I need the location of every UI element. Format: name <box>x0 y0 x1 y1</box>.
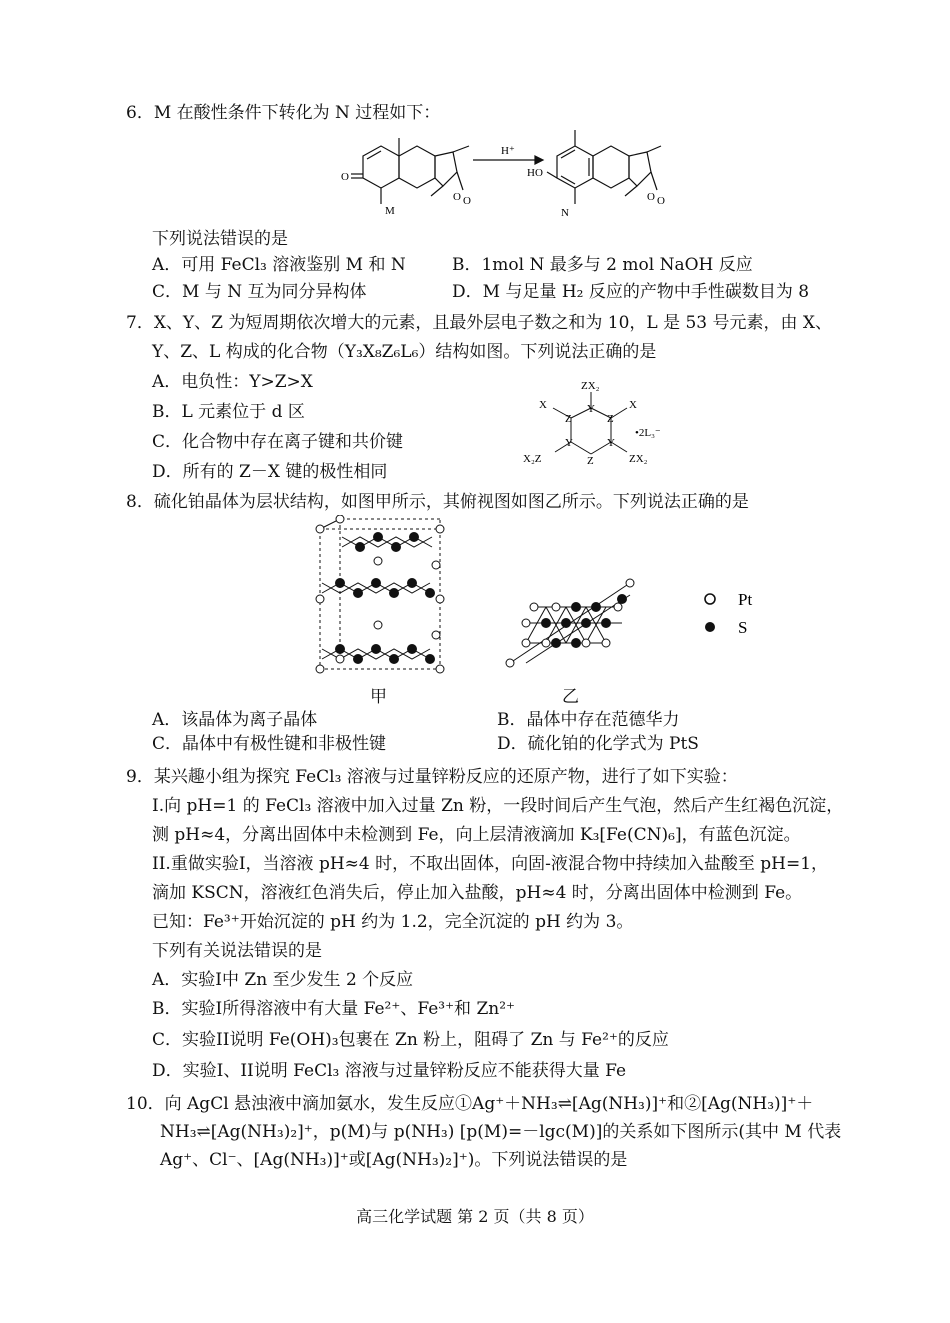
m-label: M <box>385 205 395 217</box>
m-carbonyl-o-label: O <box>463 195 471 207</box>
q9-stem: 9．某兴趣小组为探究 FeCl₃ 溶液与过量锌粉反应的还原产物，进行了如下实验： <box>126 767 738 787</box>
x-right: X <box>629 399 637 411</box>
q6-prompt: 下列说法错误的是 <box>152 229 288 249</box>
m-ring-o-label: O <box>453 191 461 203</box>
q9-option-b: B．实验I所得溶液中有大量 Fe²⁺、Fe³⁺和 Zn²⁺ <box>152 999 515 1019</box>
z-bottom: Z <box>587 455 594 467</box>
q7-structure-figure <box>515 372 695 472</box>
q9-exp2-line1: II.重做实验I，当溶液 pH≈4 时，不取出固体，向固-液混合物中持续加入盐酸至 pH=1， <box>152 854 829 874</box>
legend-s: S <box>738 618 748 637</box>
q7-stem-line2: Y、Z、L 构成的化合物（Y₃X₈Z₆L₆）结构如图。下列说法正确的是 <box>152 342 657 362</box>
q9-exp1-line1: I.向 pH=1 的 FeCl₃ 溶液中加入过量 Zn 粉，一段时间后产生气泡，然后产生红褐色沉淀， <box>152 796 844 816</box>
q9-option-c: C．实验II说明 Fe(OH)₃包裹在 Zn 粉上，阻碍了 Zn 与 Fe²⁺的反应 <box>152 1030 669 1050</box>
q10-stem-line3: Ag⁺、Cl⁻、[Ag(NH₃)]⁺或[Ag(NH₃)₂]⁺)。下列说法错误的是 <box>160 1150 628 1170</box>
page-footer: 高三化学试题 第 2 页（共 8 页） <box>356 1207 594 1226</box>
q6-option-d: D．M 与足量 H₂ 反应的产物中手性碳数目为 8 <box>452 282 810 302</box>
m-oxo-label: O <box>341 171 349 183</box>
q8-option-d: D．硫化铂的化学式为 PtS <box>497 734 699 754</box>
q6-reaction-figure <box>335 128 665 220</box>
n-ho-label: HO <box>527 167 543 179</box>
q7-option-d: D．所有的 Z－X 键的极性相同 <box>152 462 388 482</box>
legend-pt: Pt <box>738 590 753 609</box>
zx2-top: ZX₂ <box>581 380 600 392</box>
q7-stem-line1: 7．X、Y、Z 为短周期依次增大的元素，且最外层电子数之和为 10，L 是 53 号元素，由 X、 <box>126 313 833 333</box>
q9-option-d: D．实验I、II说明 FeCl₃ 溶液与过量锌粉反应不能获得大量 Fe <box>152 1061 627 1081</box>
q7-option-c: C．化合物中存在离子键和共价键 <box>152 432 404 452</box>
q9-option-a: A．实验I中 Zn 至少发生 2 个反应 <box>152 970 414 990</box>
counter-ion: •2L₃⁻ <box>635 427 661 439</box>
q8-option-b: B．晶体中存在范德华力 <box>497 710 680 730</box>
arrow-label: H⁺ <box>501 145 515 157</box>
q9-exp1-line2: 测 pH≈4，分离出固体中未检测到 Fe，向上层清液滴加 K₃[Fe(CN)₆]，有蓝色沉淀。 <box>152 825 801 845</box>
q9-prompt: 下列有关说法错误的是 <box>152 941 322 961</box>
s-legend-icon <box>705 622 715 632</box>
q6-option-a: A．可用 FeCl₃ 溶液鉴别 M 和 N <box>152 255 406 275</box>
y-lower-right: Y <box>607 437 615 449</box>
q6-option-b: B．1mol N 最多与 2 mol NaOH 反应 <box>452 255 753 275</box>
n-ring-o-label: O <box>647 191 655 203</box>
y-top: Y <box>587 403 595 415</box>
x2z-left: X₂Z <box>523 453 542 465</box>
caption-jia: 甲 <box>370 687 387 707</box>
q10-stem-line2: NH₃⇌[Ag(NH₃)₂]⁺，p(M)与 p(NH₃) [p(M)=－lgc(M)]的关系如下图所示(其中 M 代表 <box>160 1122 842 1142</box>
q6-option-c: C．M 与 N 互为同分异构体 <box>152 282 367 302</box>
q8-stem: 8．硫化铂晶体为层状结构，如图甲所示，其俯视图如图乙所示。下列说法正确的是 <box>126 492 749 512</box>
z-upper-right: Z <box>607 413 614 425</box>
q7-option-a: A．电负性：Y>Z>X <box>152 372 313 392</box>
q10-stem-line1: 10．向 AgCl 悬浊液中滴加氨水，发生反应①Ag⁺＋NH₃⇌[Ag(NH₃)]⁺和②[Ag(NH₃)]⁺＋ <box>126 1094 814 1114</box>
z-upper-left: Z <box>565 413 572 425</box>
q9-known: 已知：Fe³⁺开始沉淀的 pH 约为 1.2，完全沉淀的 pH 约为 3。 <box>152 912 634 932</box>
q8-option-c: C．晶体中有极性键和非极性键 <box>152 734 387 754</box>
q6-stem: 6．M 在酸性条件下转化为 N 过程如下： <box>126 103 441 123</box>
q7-option-b: B．L 元素位于 d 区 <box>152 402 305 422</box>
y-lower-left: Y <box>565 437 573 449</box>
q9-exp2-line2: 滴加 KSCN，溶液红色消失后，停止加入盐酸，pH≈4 时，分离出固体中检测到 Fe。 <box>152 883 803 903</box>
q8-option-a: A．该晶体为离子晶体 <box>152 710 318 730</box>
caption-yi: 乙 <box>562 687 579 707</box>
zx2-right: ZX₂ <box>629 453 648 465</box>
n-carbonyl-o-label: O <box>657 195 665 207</box>
x-left: X <box>539 399 547 411</box>
pt-legend-icon <box>705 594 715 604</box>
n-label: N <box>561 207 569 219</box>
q8-crystal-figure <box>300 515 770 705</box>
